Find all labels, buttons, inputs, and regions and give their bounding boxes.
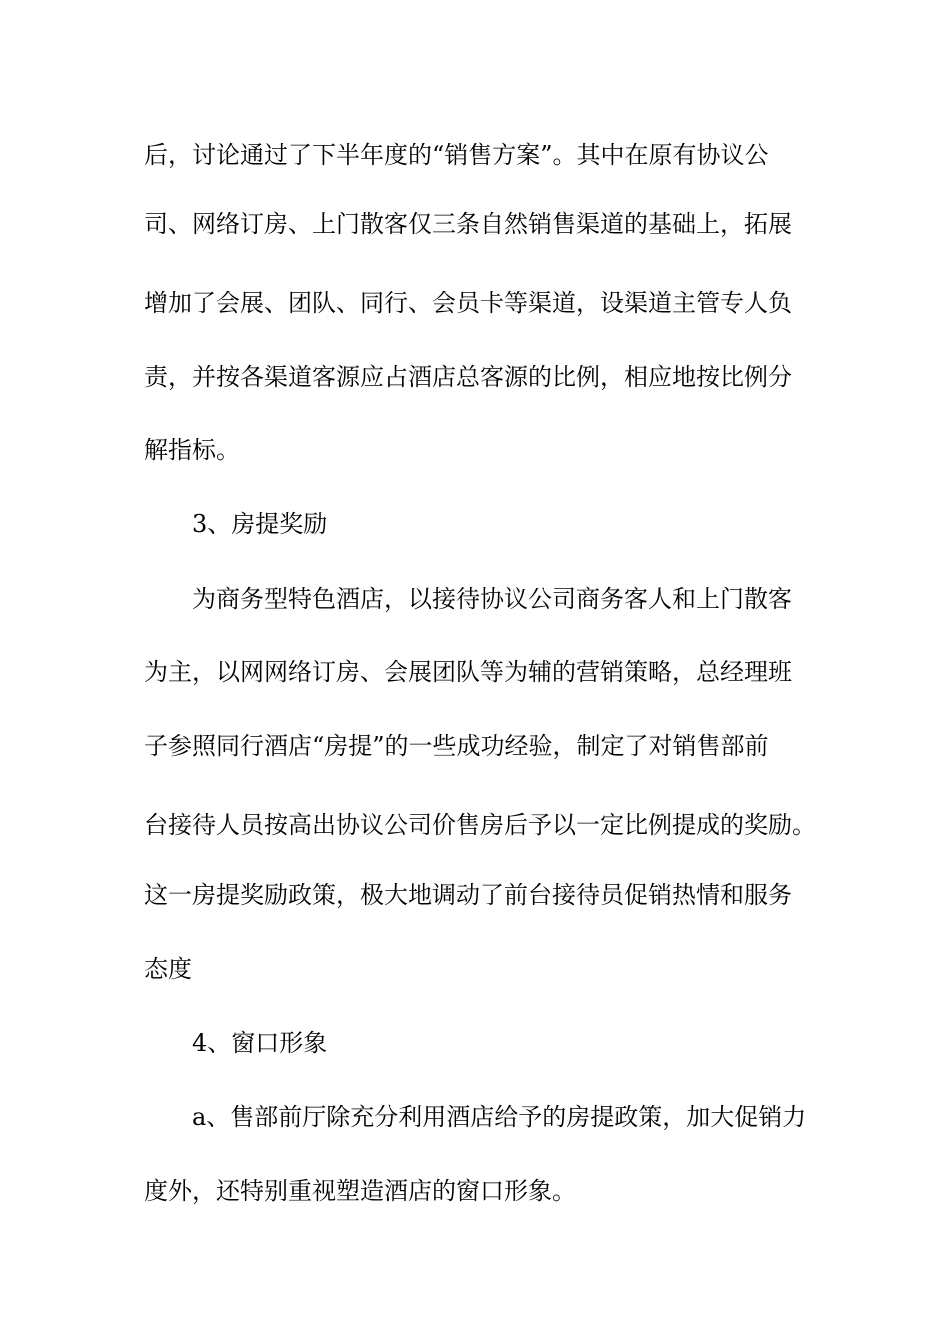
- paragraph-line: 子参照同行酒店“房提”的一些成功经验，制定了对销售部前: [144, 732, 769, 760]
- paragraph-line: 这一房提奖励政策，极大地调动了前台接待员促销热情和服务: [144, 881, 792, 909]
- paragraph-line: 度外，还特别重视塑造酒店的窗口形象。: [144, 1177, 576, 1205]
- paragraph-line: 台接待人员按高出协议公司价售房后予以一定比例提成的奖励。: [144, 811, 816, 839]
- paragraph-line: 为主，以网网络订房、会展团队等为辅的营销策略，总经理班: [144, 658, 792, 686]
- paragraph-line: 后，讨论通过了下半年度的“销售方案”。其中在原有协议公: [144, 141, 769, 169]
- paragraph-line: 责，并按各渠道客源应占酒店总客源的比例，相应地按比例分: [144, 363, 792, 391]
- paragraph-line: 司、网络订房、上门散客仅三条自然销售渠道的基础上，拓展: [144, 210, 792, 238]
- paragraph-line: 解指标。: [144, 436, 240, 464]
- section-heading: 3、房提奖励: [192, 510, 328, 538]
- paragraph-line: 态度: [144, 955, 192, 983]
- paragraph-line: a、售部前厅除充分利用酒店给予的房提政策，加大促销力: [192, 1103, 807, 1131]
- paragraph-line: 增加了会展、团队、同行、会员卡等渠道，设渠道主管专人负: [144, 289, 792, 317]
- paragraph-line: 为商务型特色酒店，以接待协议公司商务客人和上门散客: [192, 585, 792, 613]
- section-heading: 4、窗口形象: [192, 1029, 328, 1057]
